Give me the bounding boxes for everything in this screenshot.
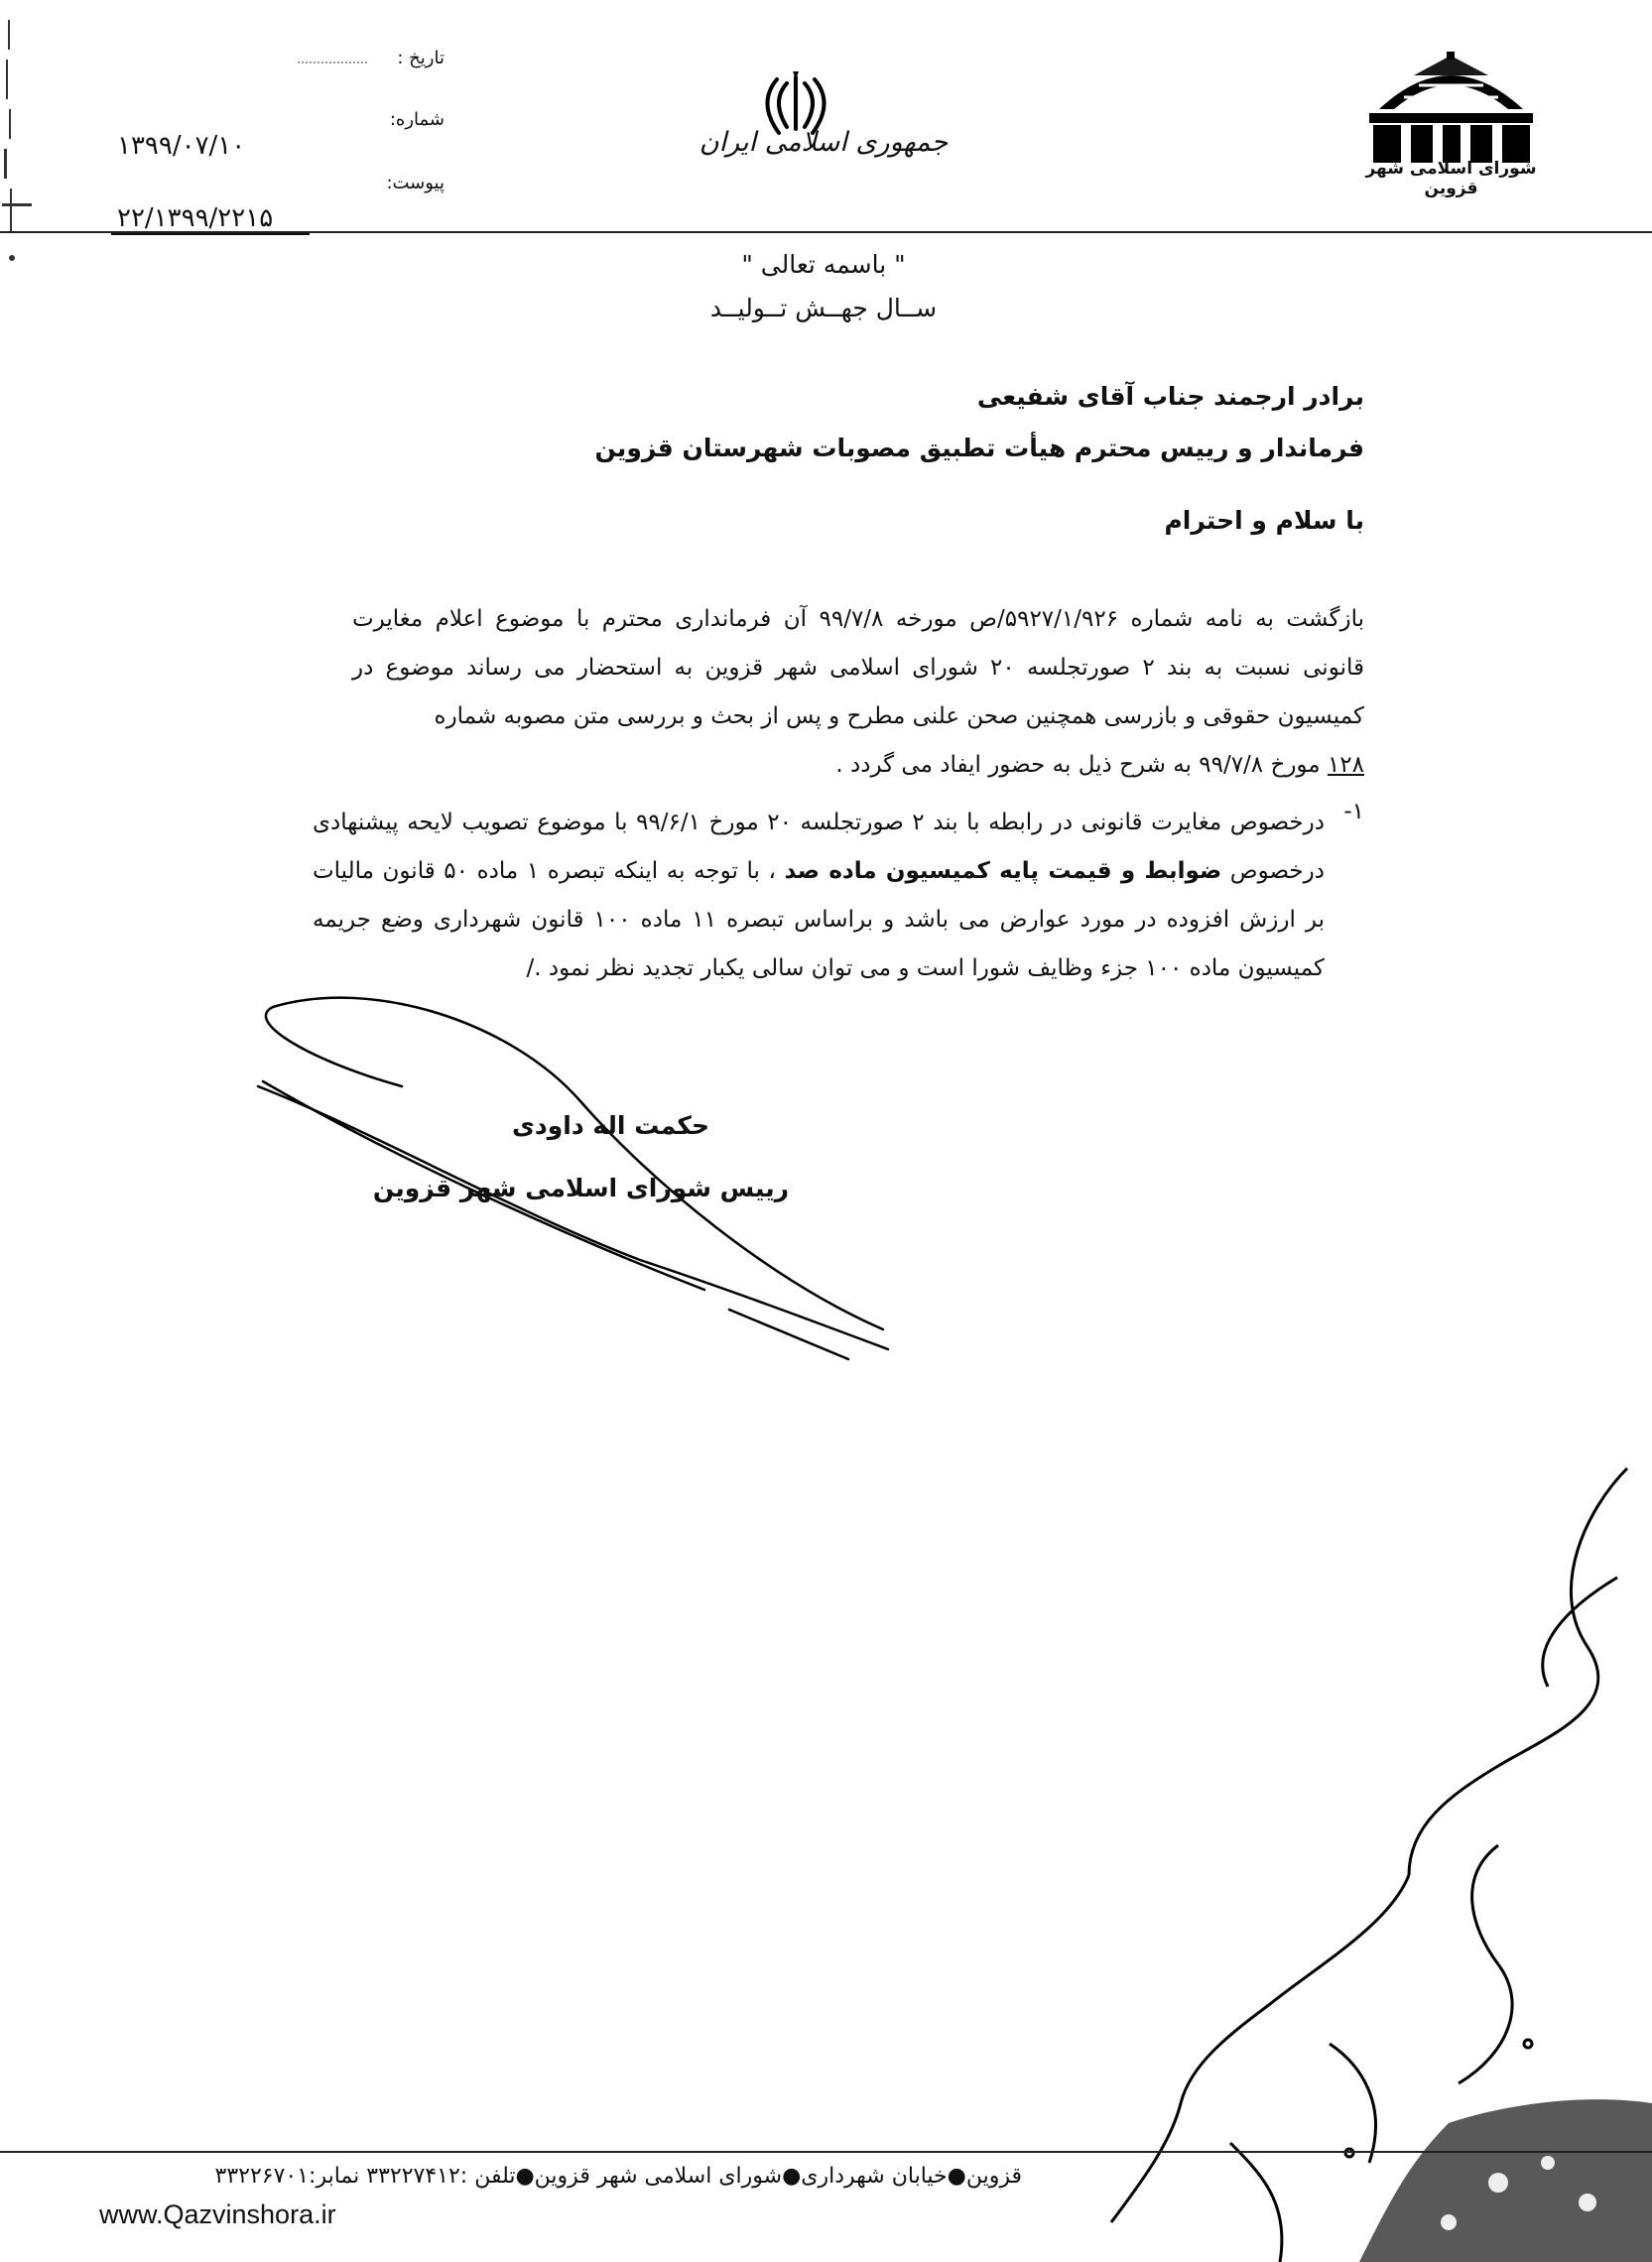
- body-paragraph-end: [352, 741, 1364, 790]
- recipient-title: فرماندار و رییس محترم هیأت تطبیق مصوبات شهرستان قزوین: [594, 434, 1364, 462]
- republic-title: جمهوری اسلامی ایران: [699, 127, 949, 158]
- item-text-part2: ، با توجه به اینکه تبصره ۱ ماده ۵۰ قانون مالیات بر ارزش افزوده در مورد عوارض می باشد و براساس تبصره ۱۱ ماده ۱۰۰ قانون شهرداری وضع جریمه کمیسیون ماده ۱۰۰ جزء وظایف شورا است و می توان سالی یکبار تجدید نظر نمود ./: [313, 858, 1326, 981]
- footer-address: قزوین●خیابان شهرداری●شورای اسلامی شهر قزوین●تلفن :۳۳۲۲۷۴۱۲ نمابر:۳۳۲۲۶۷۰۱: [214, 2164, 1022, 2189]
- number-label: شماره:: [389, 109, 445, 130]
- footer-divider: [0, 2151, 1652, 2153]
- date-dots-divider: [298, 62, 367, 63]
- item-number: ۱-: [1343, 799, 1364, 824]
- year-motto: ســال جهــش تــولیــد: [709, 294, 938, 322]
- signer-name: حکمت اله داودی: [512, 1111, 709, 1140]
- attachment-label: پیوست:: [386, 173, 445, 193]
- margin-speckle-decoration: [0, 0, 40, 278]
- body-paragraph-end-text: مورخ ۹۹/۷/۸ به شرح ذیل به حضور ایفاد می گردد .: [835, 752, 1328, 778]
- signer-title: رییس شورای اسلامی شهر قزوین: [372, 1174, 789, 1202]
- footer-website: www.Qazvinshora.ir: [99, 2199, 336, 2229]
- logo-caption: شورای اسلامی شهر قزوین: [1365, 159, 1537, 198]
- council-dome-icon: [1359, 48, 1543, 165]
- resolution-number: ۱۲۸: [1327, 752, 1364, 778]
- item-text-bold: ضوابط و قیمت پایه کمیسیون ماده صد: [784, 858, 1222, 884]
- date-value: ۱۳۹۹/۰۷/۱۰: [117, 131, 246, 161]
- council-logo: [1359, 48, 1543, 198]
- invocation-title: " باسمه تعالی ": [741, 250, 906, 279]
- date-label: تاریخ :: [397, 48, 445, 68]
- recipient-name: برادر ارجمند جناب آقای شفیعی: [976, 382, 1364, 411]
- body-paragraph: [352, 595, 1364, 741]
- number-underline: [111, 233, 310, 235]
- header-divider: [0, 231, 1652, 233]
- watermark-decoration: [1032, 1409, 1652, 2262]
- body-paragraph-text: بازگشت به نامه شماره ۵۹۲۷/۱/۹۲۶/ص مورخه ۹۹/۷/۸ آن فرمانداری محترم با موضوع اعلام مغایرت قانونی نسبت به بند ۲ صورتجلسه ۲۰ شورای اسلامی شهر قزوین به استحضار می رساند موضوع در کمیسیون حقوقی و بازرسی همچنین صحن علنی مطرح و پس از بحث و بررسی متن مصوبه شماره: [352, 606, 1364, 729]
- number-value: ۲۲/۱۳۹۹/۲۲۱۵: [117, 203, 274, 233]
- item-text-part1: درخصوص مغایرت قانونی در رابطه با بند ۲ صورتجلسه ۲۰ مورخ ۹۹/۶/۱ با موضوع تصویب لایحه پیشنهادی درخصوص: [313, 810, 1325, 884]
- item-text: [313, 799, 1325, 993]
- greeting: با سلام و احترام: [1164, 506, 1364, 535]
